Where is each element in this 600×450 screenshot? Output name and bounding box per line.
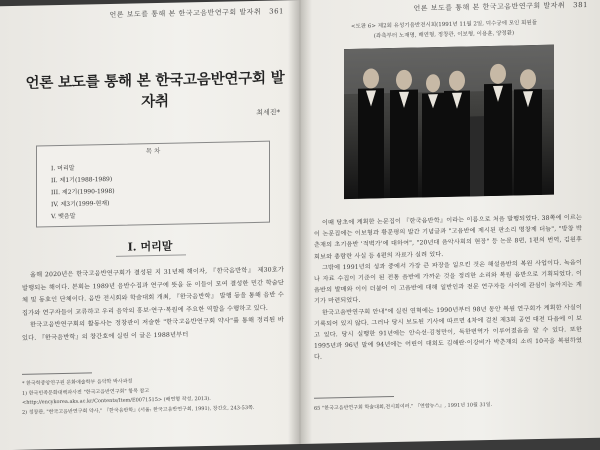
section-heading: I. 머리말 (127, 239, 173, 254)
toc-item: III. 제2기(1990-1998) (51, 187, 115, 197)
footnotes (314, 399, 582, 414)
table-of-contents (36, 141, 270, 228)
body-text (314, 212, 582, 363)
caption-line: <도판 6> 제2회 유성기음반전시회(1991년 11월 2일, 덕수궁에 모인 회원들 (350, 20, 538, 30)
toc-item: I. 머리말 (51, 164, 75, 173)
group-photo (344, 45, 554, 199)
footnote: * 한국학중앙연구원 문화예술학부 음악학 박사과정 (22, 378, 133, 387)
right-page (306, 0, 598, 444)
footnote-divider (314, 396, 394, 399)
footnote: 2) 정창관, "한국고음반연구회 약사," 『한국음반학』(서울: 한국고음반연구회, 1991), 창간호, 243-53쪽. (22, 404, 255, 416)
page-number: 381 (573, 0, 588, 10)
footnote: 65 "한국고음반연구회 학술대회,전시회여러." 『연합뉴스』, 1991년 10월 31일. (314, 401, 493, 412)
left-page (6, 0, 294, 450)
article-title: 언론 보도를 통해 본 한국고음반연구회 발자취 (25, 69, 285, 111)
toc-list (51, 162, 115, 223)
paragraph: 그밖에 1991년의 성과 중에서 가장 큰 파장을 일으킨 것은 해설음반의 복원 사업이다. 녹음이나 자료 수집이 기준이 된 전통 음반에 가까운 것을 정리한 소리와 복원 음반으로 기획되었다. 이 음반의 발매와 이이 더불어 이 고음반에 대해 일반인과 전문 연구자들 사이에 관심이 높아지는 계기가 마련되었다. (314, 258, 582, 306)
figure-caption (334, 19, 554, 43)
paragraph: 이때 당초에 계획한 논문집이 『한국음반학』이라는 이름으로 처음 발행되었다. 38쪽에 이르는 이 논문집에는 이보형과 황문평의 발간 기념글과 "고음반에 제시된 판소리 명창제 더늠", "방창 박춘재의 초기음반 '적벽가'에 대하여", "20년대 음악사회의 현장" 등 논문 8편, 1편의 번역, 김원후 회보와 총람란 사실 등 4편의 자료가 실려 있다. (314, 214, 582, 261)
toc-heading: 목 차 (145, 146, 161, 156)
section-divider (116, 254, 186, 256)
running-head (110, 6, 284, 20)
book-gutter (288, 0, 312, 444)
footnote: 1) 한국민족문화대백과사전 "한국고음반연구회" 항목 참고 <http://encykorea.aks.ac.kr/Contents/Item/E0071515> (배연형 작성, 2013). (22, 387, 211, 407)
body-text (22, 264, 284, 345)
toc-item: V. 맺음말 (51, 212, 76, 221)
paragraph: 한국고음반연구회 안내"에 실린 연혁에는 1990년부터 98년 동안 복원 연구회가 계획한 사실이 기록되어 있지 않다. 그러나 당시 보도된 기사에 따르면 4차에 걸친 제3회 공연 대전 다음에 이 보고 있다. 당시 실행한 91년에는 안숙선·김청만이, 독한번역가 이루어졌음을 알 수 있다. 또한 1995년과 96년 말에 94년에는 어린이 대회도 김해란·이강비가 박춘재의 소리 10곡을 복원하였다. (314, 303, 582, 362)
toc-item: IV. 제3기(1999-현재) (51, 199, 110, 209)
running-head (414, 0, 588, 14)
running-head-text: 언론 보도를 통해 본 한국고음반연구회 발자취 (413, 1, 566, 13)
caption-line: (좌측부터 노재명, 배연형, 정창관, 이보형, 이용훈, 양정환) (373, 30, 515, 39)
toc-item: II. 제1기(1988-1989) (51, 175, 113, 185)
group-photo-image (344, 45, 554, 199)
author-name: 최세진* (256, 108, 280, 117)
paragraph: 올해 2020년은 한국고음반연구회가 결성된 지 31년째 해이자, 『한국음반학』 제30호가 발행되는 해이다. 본회는 1989년 음반수집과 연구에 뜻을 둔 이들이 모여 결성한 민간 학술단체 및 동호인 단체이다. 음반 전시회와 학술대회 개최, 『한국음반학』 발행 등을 통해 음반 수집가와 연구자들이 교류하고 우리 음악의 홍보·연구·복원에 주요한 역할을 수행하고 있다. (22, 266, 284, 317)
page-number: 361 (269, 7, 284, 16)
footnotes (22, 374, 284, 418)
running-head-text: 언론 보도를 통해 본 한국고음반연구회 발자취 (109, 7, 262, 19)
footnote-divider (22, 372, 92, 374)
paragraph: 한국고음반연구회의 활동사는 정창관이 저술한 "한국고음반연구회 약사"를 통해 정리된 바 있다. 『한국음반학』의 창간호에 실린 이 글은 1988년부터 (22, 316, 284, 342)
